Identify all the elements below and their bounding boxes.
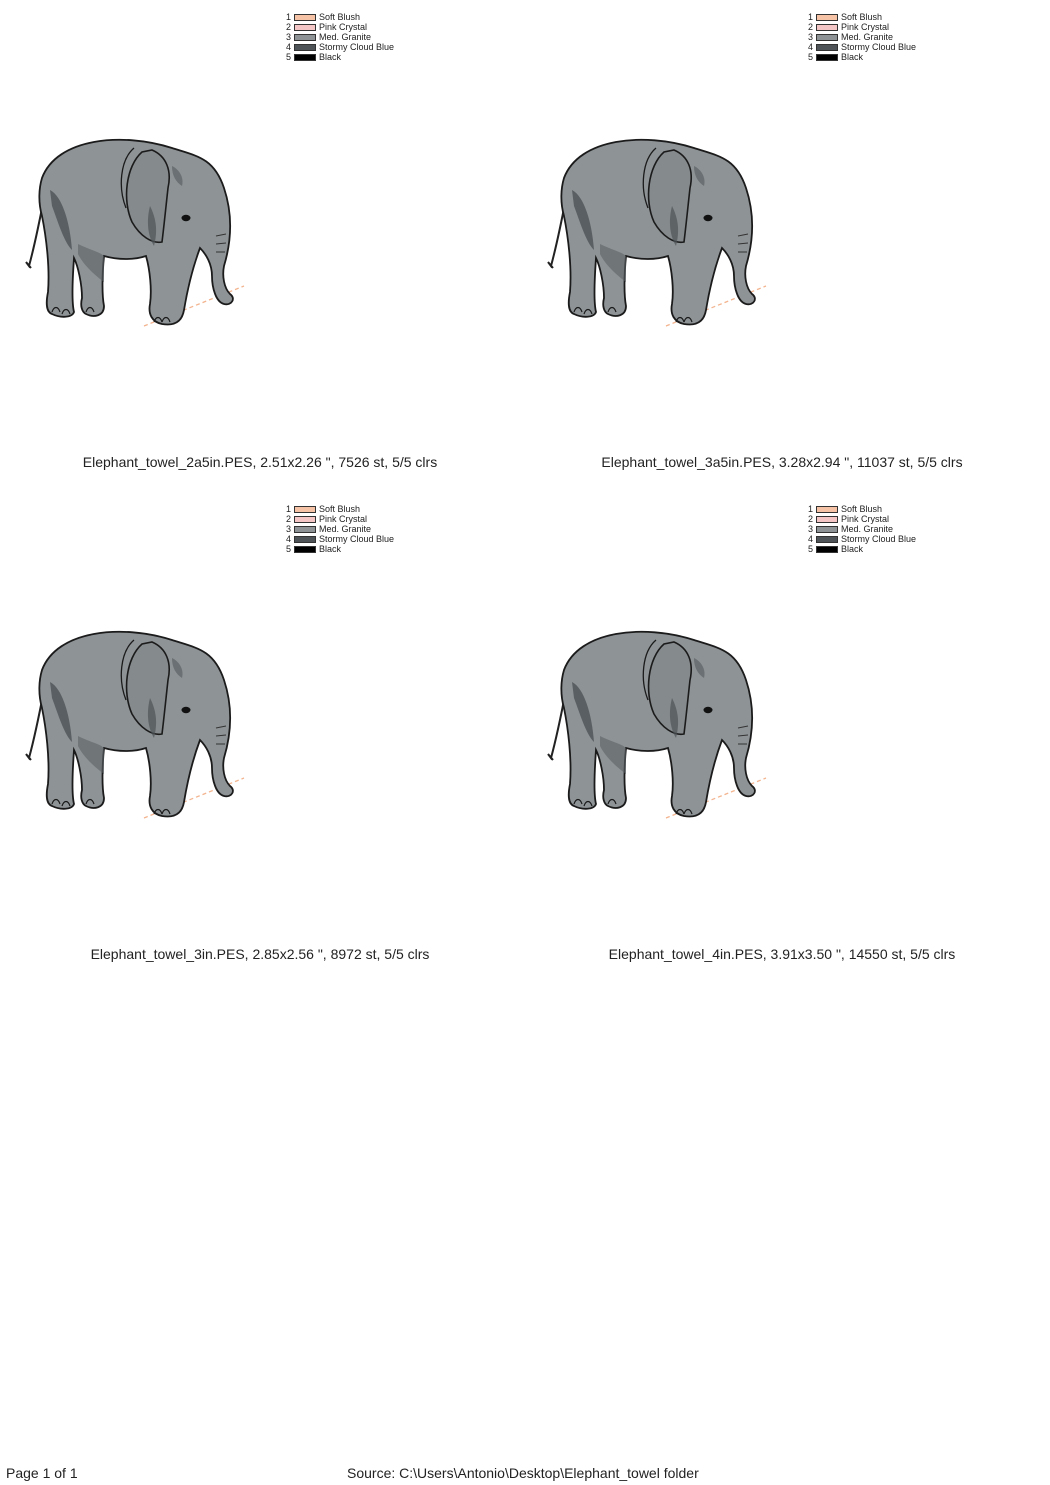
legend-name: Soft Blush <box>319 504 361 514</box>
color-swatch <box>294 34 316 41</box>
legend-number: 3 <box>285 32 291 42</box>
legend-number: 4 <box>807 534 813 544</box>
color-swatch <box>816 24 838 31</box>
legend-number: 3 <box>807 524 813 534</box>
design-caption: Elephant_towel_3in.PES, 2.85x2.56 ", 8972 st, 5/5 clrs <box>90 946 430 962</box>
legend-row <box>805 504 916 514</box>
color-swatch <box>294 516 316 523</box>
color-swatch <box>294 54 316 61</box>
color-swatch <box>294 14 316 21</box>
page-number: Page 1 of 1 <box>6 1465 78 1481</box>
legend-number: 1 <box>807 12 813 22</box>
legend-row <box>283 504 394 514</box>
thread-legend <box>805 504 916 554</box>
legend-row <box>283 534 394 544</box>
thread-legend <box>283 12 394 62</box>
color-swatch <box>294 506 316 513</box>
color-swatch <box>816 54 838 61</box>
legend-row <box>805 22 916 32</box>
design-caption: Elephant_towel_4in.PES, 3.91x3.50 ", 14550 st, 5/5 clrs <box>608 946 956 962</box>
color-swatch <box>816 546 838 553</box>
legend-number: 5 <box>807 52 813 62</box>
legend-number: 2 <box>285 514 291 524</box>
legend-name: Stormy Cloud Blue <box>319 534 395 544</box>
legend-number: 1 <box>807 504 813 514</box>
legend-row <box>283 32 394 42</box>
legend-number: 5 <box>285 544 291 554</box>
legend-name: Pink Crystal <box>841 514 890 524</box>
legend-row <box>805 32 916 42</box>
color-swatch <box>816 14 838 21</box>
legend-number: 1 <box>285 12 291 22</box>
legend-number: 4 <box>807 42 813 52</box>
legend-name: Soft Blush <box>841 12 883 22</box>
legend-row <box>283 52 394 62</box>
legend-name: Soft Blush <box>319 12 361 22</box>
legend-row <box>283 22 394 32</box>
color-swatch <box>816 44 838 51</box>
color-swatch <box>816 516 838 523</box>
legend-name: Med. Granite <box>319 32 372 42</box>
legend-number: 3 <box>807 32 813 42</box>
thread-legend <box>283 504 394 554</box>
color-swatch <box>294 546 316 553</box>
legend-row <box>805 534 916 544</box>
legend-number: 4 <box>285 534 291 544</box>
design-cell-2 <box>522 0 1047 492</box>
legend-name: Soft Blush <box>841 504 883 514</box>
color-swatch <box>816 526 838 533</box>
color-swatch <box>294 536 316 543</box>
legend-row <box>283 12 394 22</box>
legend-row <box>283 524 394 534</box>
legend-name: Med. Granite <box>319 524 372 534</box>
legend-number: 1 <box>285 504 291 514</box>
color-swatch <box>294 526 316 533</box>
legend-row <box>805 42 916 52</box>
legend-name: Med. Granite <box>841 524 894 534</box>
legend-name: Stormy Cloud Blue <box>841 534 917 544</box>
elephant-design-image <box>544 618 774 828</box>
legend-number: 4 <box>285 42 291 52</box>
elephant-design-image <box>22 618 252 828</box>
design-cell-3 <box>0 492 525 984</box>
elephant-design-image <box>22 126 252 336</box>
legend-row <box>805 52 916 62</box>
legend-name: Black <box>319 544 342 554</box>
legend-name: Black <box>319 52 342 62</box>
legend-name: Stormy Cloud Blue <box>841 42 917 52</box>
design-cell-4 <box>522 492 1047 984</box>
legend-number: 2 <box>807 514 813 524</box>
legend-row <box>805 524 916 534</box>
legend-row <box>805 12 916 22</box>
legend-name: Pink Crystal <box>319 22 368 32</box>
legend-row <box>283 42 394 52</box>
elephant-design-image <box>544 126 774 336</box>
legend-row <box>805 544 916 554</box>
color-swatch <box>294 24 316 31</box>
legend-name: Black <box>841 52 864 62</box>
color-swatch <box>816 34 838 41</box>
legend-row <box>283 544 394 554</box>
legend-number: 5 <box>807 544 813 554</box>
thread-legend <box>805 12 916 62</box>
legend-name: Pink Crystal <box>319 514 368 524</box>
source-path: Source: C:\Users\Antonio\Desktop\Elephant_towel folder <box>347 1465 699 1481</box>
legend-row <box>283 514 394 524</box>
legend-name: Black <box>841 544 864 554</box>
design-caption: Elephant_towel_3a5in.PES, 3.28x2.94 ", 11037 st, 5/5 clrs <box>601 454 963 470</box>
legend-name: Stormy Cloud Blue <box>319 42 395 52</box>
legend-name: Pink Crystal <box>841 22 890 32</box>
legend-row <box>805 514 916 524</box>
color-swatch <box>816 536 838 543</box>
legend-number: 2 <box>807 22 813 32</box>
design-caption: Elephant_towel_2a5in.PES, 2.51x2.26 ", 7526 st, 5/5 clrs <box>82 454 438 470</box>
legend-number: 3 <box>285 524 291 534</box>
legend-number: 5 <box>285 52 291 62</box>
legend-number: 2 <box>285 22 291 32</box>
color-swatch <box>816 506 838 513</box>
legend-name: Med. Granite <box>841 32 894 42</box>
design-cell-1 <box>0 0 525 492</box>
color-swatch <box>294 44 316 51</box>
